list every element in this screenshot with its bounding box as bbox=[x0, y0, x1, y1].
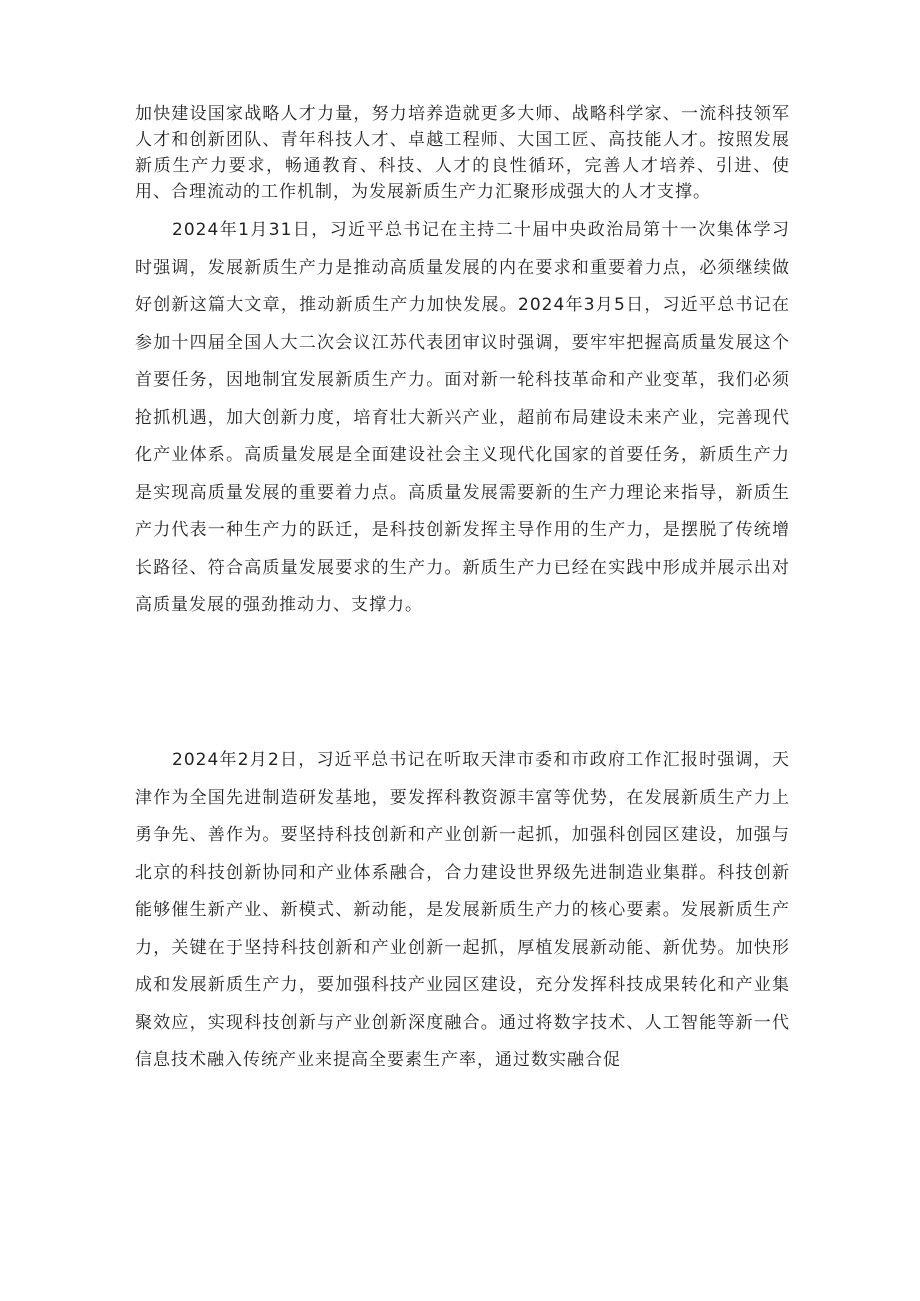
paragraph-jan-31: 2024年1月31日，习近平总书记在主持二十届中央政治局第十一次集体学习时强调，发展新质生产力是推动高质量发展的内在要求和重要着力点，必须继续做好创新这篇大文章，推动新质生产力加快发展。2024年3月5日，习近平总书记在参加十四届全国人大二次会议江苏代表团审议时强调，要牢牢把握高质量发展这个首要任务，因地制宜发展新质生产力。面对新一轮科技革命和产业变革，我们必须抢抓机遇，加大创新力度，培育壮大新兴产业，超前布局建设未来产业，完善现代化产业体系。高质量发展是全面建设社会主义现代化国家的首要任务，新质生产力是实现高质量发展的重要着力点。高质量发展需要新的生产力理论来指导，新质生产力代表一种生产力的跃迁，是科技创新发挥主导作用的生产力，是摆脱了传统增长路径、符合高质量发展要求的生产力。新质生产力已经在实践中形成并展示出对高质量发展的强劲推动力、支撑力。 bbox=[135, 220, 790, 615]
paragraph-talent: 加快建设国家战略人才力量，努力培养造就更多大师、战略科学家、一流科技领军人才和创新团队、青年科技人才、卓越工程师、大国工匠、高技能人才。按照发展新质生产力要求，畅通教育、科技、人才的良性循环，完善人才培养、引进、使用、合理流动的工作机制，为发展新质生产力汇聚形成强大的人才支撑。 bbox=[135, 104, 790, 202]
paragraph-feb-2: 2024年2月2日，习近平总书记在听取天津市委和市政府工作汇报时强调，天津作为全国先进制造研发基地，要发挥科教资源丰富等优势，在发展新质生产力上勇争先、善作为。要坚持科技创新和产业创新一起抓，加强科创园区建设，加强与北京的科技创新协同和产业体系融合，合力建设世界级先进制造业集群。科技创新能够催生新产业、新模式、新动能，是发展新质生产力的核心要素。发展新质生产力，关键在于坚持科技创新和产业创新一起抓，厚植发展新动能、新优势。加快形成和发展新质生产力，要加强科技产业园区建设，充分发挥科技成果转化和产业集聚效应，实现科技创新与产业创新深度融合。通过将数字技术、人工智能等新一代信息技术融入传统产业来提高全要素生产率，通过数实融合促 bbox=[135, 750, 790, 1070]
